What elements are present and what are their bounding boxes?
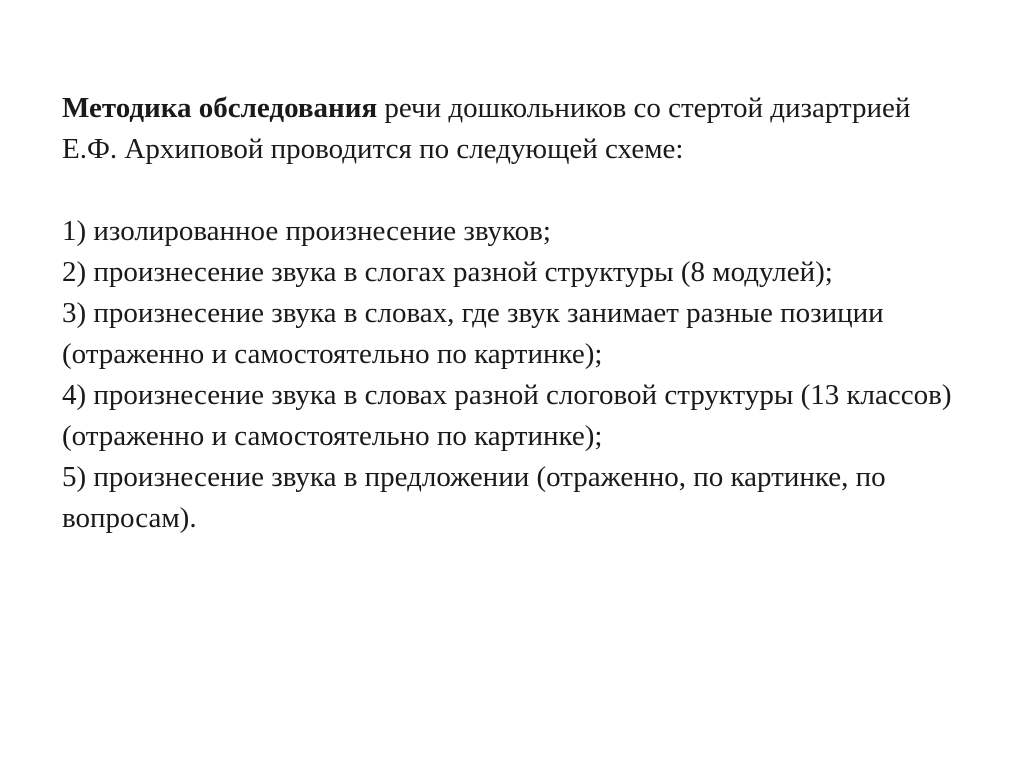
list-item: 1) изолированное произнесение звуков; bbox=[62, 215, 551, 247]
method-list bbox=[62, 211, 962, 539]
slide-body bbox=[62, 88, 962, 539]
intro-paragraph bbox=[62, 88, 962, 170]
list-item: 4) произнесение звука в словах разной слоговой структуры (13 классов) (отраженно и самостоятельно по картинке); bbox=[62, 379, 952, 452]
intro-heading: Методика обследования bbox=[62, 92, 378, 124]
intro-text: речи дошкольников со стертой дизартрией Е.Ф. Архиповой проводится по следующей схеме: bbox=[62, 92, 911, 165]
spacer bbox=[62, 170, 962, 211]
list-item: 5) произнесение звука в предложении (отраженно, по картинке, по вопросам). bbox=[62, 461, 886, 534]
list-item: 3) произнесение звука в словах, где звук занимает разные позиции (отраженно и самостоятельно по картинке); bbox=[62, 297, 884, 370]
list-item: 2) произнесение звука в слогах разной структуры (8 модулей); bbox=[62, 256, 833, 288]
